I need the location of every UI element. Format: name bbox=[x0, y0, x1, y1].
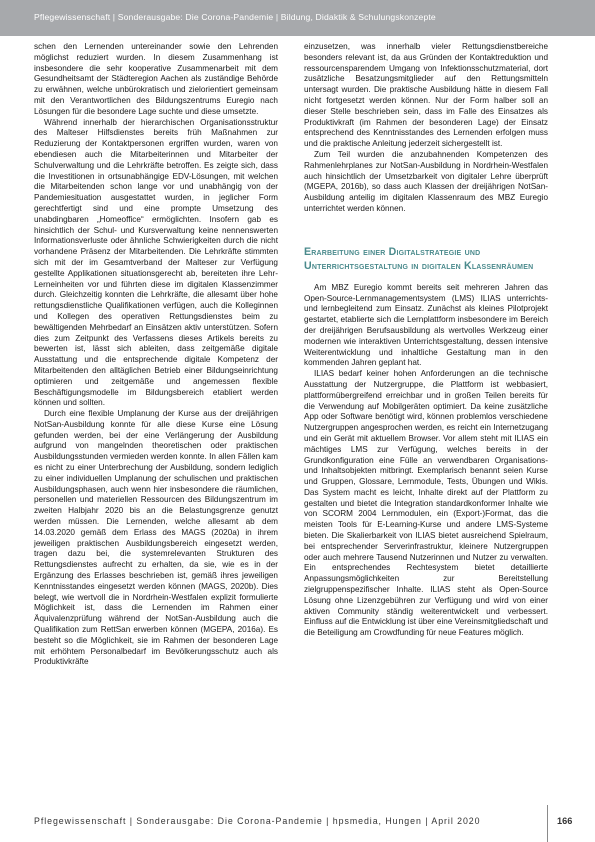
footer-divider bbox=[547, 805, 548, 842]
body-paragraph: einzusetzen, was innerhalb vieler Rettungsdienstbereiche besonders relevant ist, da aus Gründen der Kontaktreduktion und ressourcensparendem Umgang von Infektionsschutzmaterial, dort zusätzliche Besatzungsmitglieder auf den Rettungsmitteln untersagt wurden. Die praktische Ausbildung hätte in diesem Fall nicht fortgesetzt werden können. Nur der Form halber soll an dieser Stelle beschrieben sein, dass im Falle des Einsatzes als Produktivkraft (im Rahmen der besonderen Lage) der Einsatz entsprechend des Kenntnisstandes des Lernenden erfolgen muss und die praktische Anleitung jederzeit sichergestellt ist. bbox=[304, 42, 548, 149]
left-column bbox=[34, 42, 278, 668]
running-header-bar bbox=[0, 0, 595, 36]
section-heading: Erarbeitung einer Digitalstrategie und Unterrichtsgestaltung in digitalen Klassenräumen bbox=[304, 245, 534, 272]
body-paragraph: Durch eine flexible Umplanung der Kurse aus der dreijährigen NotSan-Ausbildung konnte für alle diese Kurse eine Lösung gefunden werden, bei der eine Verlängerung der Ausbildung aufgrund von mangelnden theoretischen oder praktischen Ausbildungsstunden vermieden werden konnte. In allen Fällen kam es nicht zu einer Unterbrechung der Ausbildung, sondern lediglich zu einer individuellen Umplanung der schulischen und praktischen Ausbildungsphasen, auch wenn hier insbesondere die räumlichen, personellen und materiellen Ressourcen des Bildungszentrum im zweiten Halbjahr 2020 bis an die Belastungsgrenze genutzt werden müssen. Die Lernenden, welche allesamt ab dem 14.03.2020 gemäß dem Erlass des MAGS (2020a) in ihrem jeweiligen praktischen Ausbildungsbereich eingesetzt werden, tragen dazu bei, die systemrelevanten Strukturen des Rettungsdienstes aufrecht zu erhalten, da sie, wie es in der Ergänzung des Erlasses beschrieben ist, gemäß ihres jeweiligen Kenntnisstandes eingesetzt werden können (MAGS, 2020b). Dies belegt, wie wertvoll die in Nordrhein-Westfalen explizit formulierte Möglichkeit ist, dass die Lernenden im Rahmen einer Äquivalenzprüfung während der NotSan-Ausbildung auch die Qualifikation zum RettSan erwerben können (MGEPA, 2016a). Es besteht so die Möglichkeit, sie im Rahmen der besonderen Lage mit erhöhtem Personalbedarf im Bevölkerungsschutz auch als Produktivkräfte bbox=[34, 409, 278, 667]
body-paragraph: Während innerhalb der hierarchischen Organisationsstruktur des Malteser Hilfsdienstes bereits früh Maßnahmen zur Reduzierung der Kontaktpersonen ergriffen wurden, waren von ebendiesen auch die Mitarbeiterinnen und Mitarbeiter der Schulverwaltung und die Lehrkräfte betroffen. Es zeigte sich, dass die Investitionen in ortsunabhängige EDV-Lösungen, mit welchen die Mitarbeitenden schon lange vor und unabhängig von der Pandemiesituation ausgestattet wurden, in jeglicher Form gerechtfertigt sind und eine prompte Umsetzung des unabdingbaren „Homeoffice“ ermöglichten. Insofern gab es hinsichtlich der Schul- und Kursverwaltung keine nennenswerten Informationsverluste oder ähnliche Schwierigkeiten durch die nicht vorhandene Präsenz der Mitarbeitenden. Die Lehrkräfte stimmten sich mit der im Gesamtverband der Malteser zur Verfügung gestellte Applikationen situationsgerecht ab, bereiteten ihre Lehr-Lerneinheiten vor und führten diese im digitalen Klassenzimmer durch. Gleichzeitig konnten die Lehrkräfte, die allesamt über hohe rettungsdienstliche Qualifikationen verfügen, auch die Kolleginnen und Kollegen des operativen Rettungsdienstes beim zu bewältigenden Mehrbedarf an Einsätzen aktiv unterstützen. Sofern dies zum Zeitpunkt des Verfassens dieses Artikels bereits zu bewerten ist, lässt sich ableiten, dass zeitgemäße digitale Ausstattung und die entsprechende digitale Kompetenz der Mitarbeitenden den alltäglichen Betrieb einer Bildungseinrichtung optimieren und zeitgemäße und angemessen flexible Beschäftigungsmodelle im Bildungsbereich etabliert werden können und sollten. bbox=[34, 117, 278, 408]
body-paragraph: Am MBZ Euregio kommt bereits seit mehreren Jahren das Open-Source-Lernmanagementsystem (LMS) ILIAS unterrichts- und lernbegleitend zum Einsatz. Zunächst als kleines Pilotprojekt gestartet, etablierte sich die Lernplattform insbesondere im Bereich der dreijährigen Berufsausbildung als wertvolles Werkzeug einer modernen wie interaktiven Unterrichtsgestaltung, dessen intensive Weiterentwicklung und inhaltliche Gestaltung man in den kommenden Jahren geplant hat. bbox=[304, 282, 548, 368]
body-paragraph: ILIAS bedarf keiner hohen Anforderungen an die technische Ausstattung der Nutzergruppe, die Plattform ist webbasiert, plattformübergreifend erreichbar und in großen Teilen bereits für die Verwendung auf Mobilgeräten optimiert. Da keine zusätzliche App oder Software benötigt wird, können problemlos verschiedene Nutzergruppen angesprochen werden, es reicht ein Internetzugang und ein Gerät mit aktuellem Browser. Vor allem steht mit ILIAS ein mächtiges LMS zur Verfügung, welches bereits in der Grundkonfiguration eine Fülle an verwendbaren Organisations- und Inhaltsobjekten mitbringt. Exemplarisch benannt seien Kurse und Gruppen, Glossare, Lernmodule, Tests, Übungen und Wikis. Das System macht es leicht, Inhalte direkt auf der Plattform zu gestalten und bietet die Integration standardkonformer Inhalte wie von SCORM 2004 Lernmodulen, ein (Export-)Format, das die meisten Tools für E-Learning-Kurse und andere LMS-Systeme bieten. Die Skalierbarkeit von ILIAS bietet ausreichend Spielraum, bei entsprechender Serverinfrastruktur, kleinere Nutzergruppen oder auch mehrere Tausend Nutzerinnen und Nutzer zu verwalten. Ein entsprechendes Rechtesystem bietet detaillierte Anpassungsmöglichkeiten zur Bereitstellung zielgruppenspezifischer Inhalte. ILIAS steht als Open-Source Lösung ohne Lizenzgebühren zur Verfügung und wird von einer aktiven Community ständig weiterentwickelt und verbessert. Einfluss auf die Entwicklung ist über eine Vereinsmitgliedschaft und die Beteiligung am Crowdfunding für neue Features möglich. bbox=[304, 369, 548, 638]
running-header-text: Pflegewissenschaft | Sonderausgabe: Die Corona-Pandemie | Bildung, Didaktik & Schulungskonzepte bbox=[34, 12, 436, 22]
body-paragraph: Zum Teil wurden die anzubahnenden Kompetenzen des Rahmenlehrplanes zur NotSan-Ausbildung in Nordrhein-Westfalen auch hinsichtlich der Umsetzbarkeit von digitaler Lehre überprüft (MGEPA, 2016b), so dass auch Klassen der dreijährigen NotSan-Ausbildung anteilig im digitalen Klassenraum des MBZ Euregio unterrichtet werden können. bbox=[304, 149, 548, 213]
page-number: 166 bbox=[557, 816, 573, 826]
body-paragraph: schen den Lernenden untereinander sowie den Lehrenden möglichst reduziert wurden. In diesem Zusammenhang ist insbesondere die sehr kooperative Zusammenarbeit mit dem Gesundheitsamt der Städteregion Aachen als zuständige Behörde zu erwähnen, welche unbürokratisch und zielorientiert gemeinsam mit den Verantwortlichen des Bildungszentrums Euregio nach Lösungen für die besondere Lage suchte und diese umsetzte. bbox=[34, 42, 278, 116]
right-column bbox=[304, 42, 548, 639]
running-footer: Pflegewissenschaft | Sonderausgabe: Die Corona-Pandemie | hpsmedia, Hungen | April 2020 bbox=[34, 816, 481, 826]
